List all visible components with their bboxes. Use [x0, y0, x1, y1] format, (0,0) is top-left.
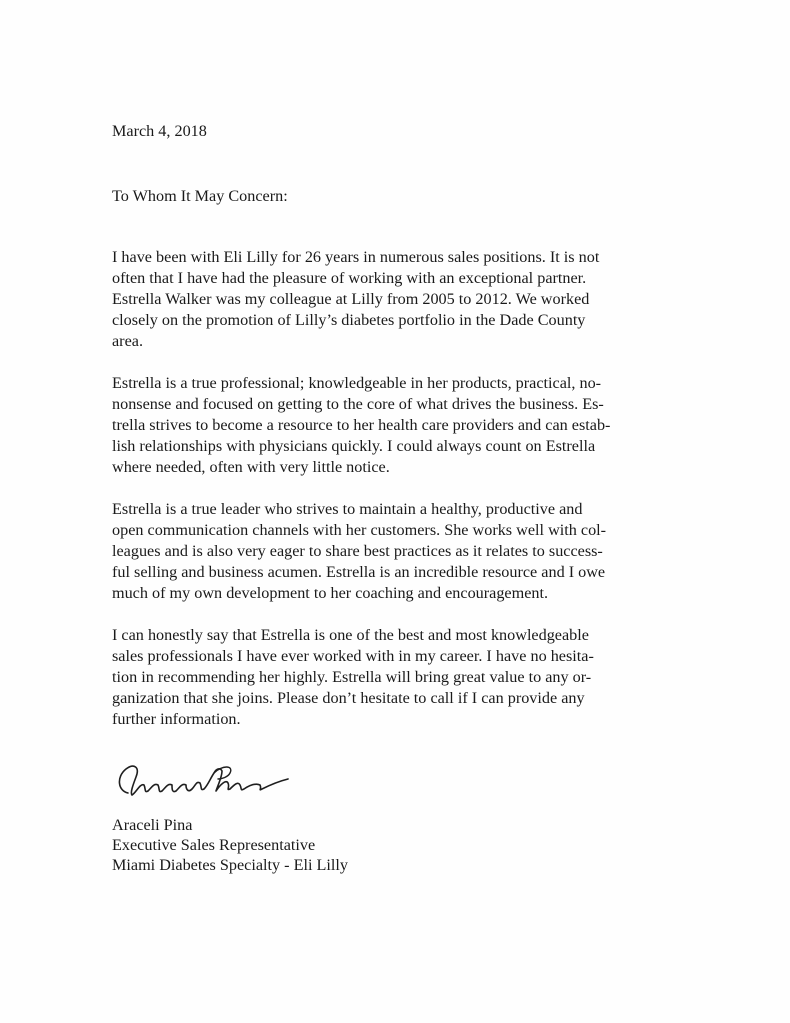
paragraph-line: Estrella is a true professional; knowledgeable in her products, practical, no-	[112, 374, 602, 392]
paragraph-line: Estrella is a true leader who strives to maintain a healthy, productive and	[112, 500, 583, 518]
salutation: To Whom It May Concern:	[112, 187, 288, 205]
paragraph-4	[112, 625, 672, 730]
paragraph-2	[112, 373, 672, 478]
paragraph-line: often that I have had the pleasure of working with an exceptional partner.	[112, 269, 587, 287]
paragraph-line: where needed, often with very little notice.	[112, 458, 390, 476]
signature-icon	[110, 755, 310, 805]
paragraph-line: further information.	[112, 710, 241, 728]
paragraph-3	[112, 499, 672, 604]
paragraph-1	[112, 247, 672, 352]
paragraph-line: tion in recommending her highly. Estrella will bring great value to any or-	[112, 668, 592, 686]
signature-block	[112, 815, 348, 875]
paragraph-line: lish relationships with physicians quickly. I could always count on Estrella	[112, 437, 596, 455]
paragraph-line: ful selling and business acumen. Estrella is an incredible resource and I owe	[112, 563, 606, 581]
paragraph-line: nonsense and focused on getting to the core of what drives the business. Es-	[112, 395, 604, 413]
paragraph-line: closely on the promotion of Lilly’s diabetes portfolio in the Dade County	[112, 311, 586, 329]
paragraph-line: open communication channels with her customers. She works well with col-	[112, 521, 607, 539]
paragraph-line: sales professionals I have ever worked with in my career. I have no hesita-	[112, 647, 594, 665]
letter-date: March 4, 2018	[112, 122, 207, 140]
paragraph-line: I can honestly say that Estrella is one of the best and most knowledgeable	[112, 626, 589, 644]
paragraph-line: ganization that she joins. Please don’t hesitate to call if I can provide any	[112, 689, 585, 707]
paragraph-line: Estrella Walker was my colleague at Lilly from 2005 to 2012. We worked	[112, 290, 590, 308]
paragraph-line: area.	[112, 332, 143, 350]
signer-title: Executive Sales Representative	[112, 836, 316, 854]
letter-body	[112, 121, 672, 730]
paragraph-line: trella strives to become a resource to her health care providers and can estab-	[112, 416, 611, 434]
signer-organization: Miami Diabetes Specialty - Eli Lilly	[112, 856, 349, 874]
signer-name: Araceli Pina	[112, 816, 193, 834]
paragraph-line: much of my own development to her coaching and encouragement.	[112, 584, 549, 602]
paragraph-line: leagues and is also very eager to share best practices as it relates to success-	[112, 542, 603, 560]
paragraph-line: I have been with Eli Lilly for 26 years in numerous sales positions. It is not	[112, 248, 600, 266]
